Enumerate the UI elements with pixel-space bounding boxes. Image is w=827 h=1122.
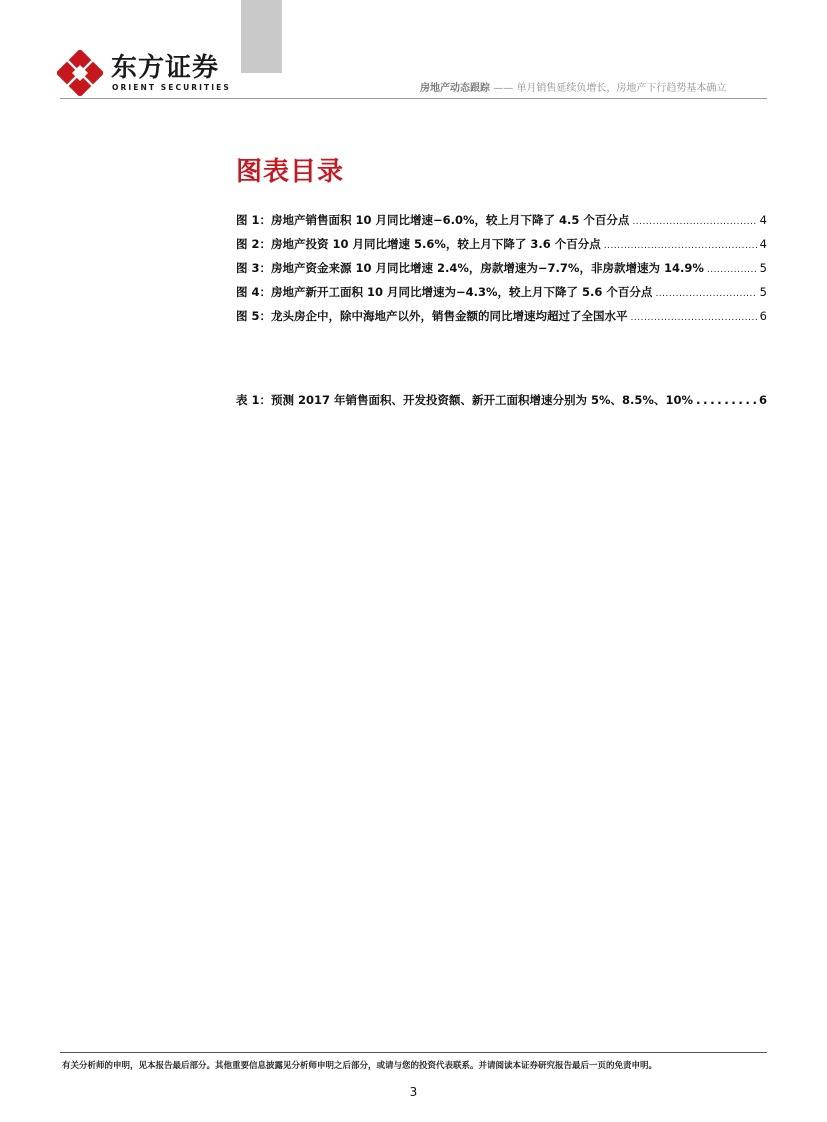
dot-leader bbox=[631, 313, 757, 323]
logo-chinese-name: 东方证券 bbox=[111, 53, 220, 83]
toc-entry-label: 图 4：房地产新开工面积 10 月同比增速为−4.3%，较上月下降了 5.6 个百分点 bbox=[236, 285, 653, 299]
toc-entry-label: 图 3：房地产资金来源 10 月同比增速 2.4%，房款增速为−7.7%，非房款增速为 14.9% bbox=[236, 261, 704, 275]
toc-title: 图表目录 bbox=[236, 157, 345, 187]
dot-leader bbox=[707, 265, 757, 275]
toc-entry-table-1[interactable] bbox=[236, 392, 767, 416]
toc-entry-page: 4 bbox=[759, 213, 767, 227]
toc-entry-page: 6 bbox=[758, 393, 767, 407]
company-logo bbox=[57, 50, 231, 96]
toc-entry-figure-3[interactable] bbox=[236, 260, 767, 284]
report-title: 单月销售延续负增长，房地产下行趋势基本确立 bbox=[516, 83, 727, 94]
header-gray-tab bbox=[241, 0, 282, 73]
toc-entry-label: 图 1：房地产销售面积 10 月同比增速−6.0%，较上月下降了 4.5 个百分点 bbox=[236, 213, 630, 227]
header-divider bbox=[60, 98, 767, 99]
toc-entry-label: 图 2：房地产投资 10 月同比增速 5.6%，较上月下降了 3.6 个百分点 bbox=[236, 237, 601, 251]
report-type: 房地产动态跟踪 bbox=[420, 83, 490, 94]
toc-entry-page: 5 bbox=[759, 261, 767, 275]
toc-entry-figure-5[interactable] bbox=[236, 308, 767, 332]
toc-entry-figure-1[interactable] bbox=[236, 212, 767, 236]
toc-entry-label: 图 5：龙头房企中，除中海地产以外，销售金额的同比增速均超过了全国水平 bbox=[236, 309, 628, 323]
table-list bbox=[236, 392, 767, 416]
logo-english-name: ORIENT SECURITIES bbox=[112, 83, 231, 92]
toc-entry-label: 表 1：预测 2017 年销售面积、开发投资额、新开工面积增速分别为 5%、8.5%、10% bbox=[236, 393, 693, 407]
toc-entry-figure-4[interactable] bbox=[236, 284, 767, 308]
footer-disclaimer: 有关分析师的申明，见本报告最后部分。其他重要信息披露见分析师申明之后部分，或请与您的投资代表联系。并请阅读本证券研究报告最后一页的免责申明。 bbox=[62, 1061, 658, 1071]
report-header bbox=[420, 83, 726, 95]
dot-leader bbox=[604, 241, 757, 251]
dot-leader bbox=[655, 289, 756, 299]
figure-list bbox=[236, 212, 767, 332]
dot-leader bbox=[696, 393, 756, 407]
toc-entry-figure-2[interactable] bbox=[236, 236, 767, 260]
orient-logo-icon bbox=[57, 50, 103, 96]
footer-divider bbox=[60, 1052, 767, 1053]
toc-entry-page: 5 bbox=[759, 285, 767, 299]
toc-entry-page: 6 bbox=[759, 309, 767, 323]
dot-leader bbox=[632, 217, 756, 227]
page-number: 3 bbox=[409, 1085, 418, 1099]
header-separator: —— bbox=[493, 83, 514, 94]
toc-entry-page: 4 bbox=[759, 237, 767, 251]
